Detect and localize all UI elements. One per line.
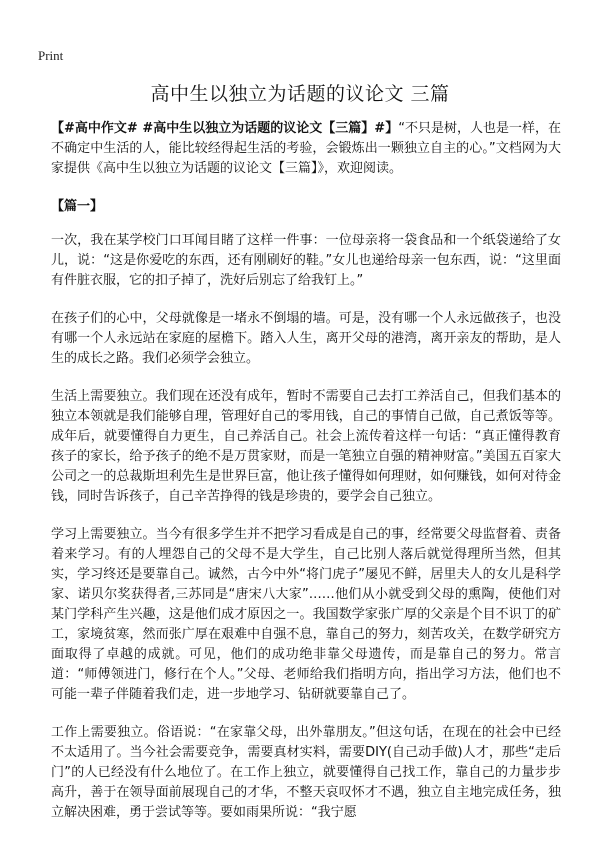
paragraph: 学习上需要独立。当今有很多学生并不把学习看成是自己的事，经常要父母监督着、责备着来学习。有的人埋怨自己的父母不是大学生，自己比别人落后就觉得理所当然，但其实，学习终还是要靠自己。诚然，古今中外“将门虎子”屡见不鲜，居里夫人的女儿是科学家、诺贝尔奖获得者,三苏同是“唐宋八大家”……他们从小就受到父母的熏陶，使他们对某门学科产生兴趣，这是他们成才原因之一。我国数学家张广厚的父亲是个目不识丁的矿工，家境贫寒，然而张广厚在艰难中自强不息，靠自己的努力，刻苦攻关，在数学研究方面取得了卓越的成就。可见，他们的成功绝非靠父母遗传，而是靠自己的努力。常言道：“师傅领进门，修行在个人。”父母、老师给我们指明方向，指出学习方法，他们也不可能一辈子伴随着我们走，进一步地学习、钻研就要靠自己了。 — [51, 527, 561, 702]
paragraph: 生活上需要独立。我们现在还没有成年，暂时不需要自己去打工养活自己，但我们基本的独立本领就是我们能够自理，管理好自己的零用钱，自己的事情自己做，自己煮饭等等。成年后，就要懂得自力更生，自己养活自己。社会上流传着这样一句话：“真正懂得教育孩子的家长，给予孩子的绝不是万贯家财，而是一笔独立自强的精神财富。”美国五百家大公司之一的总裁斯坦利先生是世界巨富，他让孩子懂得如何理财，如何赚钱，如何对待金钱，同时告诉孩子，自己辛苦挣得的钱是珍贵的，要学会自己独立。 — [51, 389, 561, 504]
paragraph: 一次，我在某学校门口耳闻目睹了这样一件事：一位母亲将一袋食品和一个纸袋递给了女儿，说：“这是你爱吃的东西，还有刚刷好的鞋。”女儿也递给母亲一包东西，说：“这里面有件脏衣服，它的扣子掉了，洗好后别忘了给我钉上。” — [51, 233, 561, 288]
paragraph: 在孩子们的心中，父母就像是一堵永不倒塌的墙。可是，没有哪一个人永远做孩子，也没有哪一个人永远站在家庭的屋檐下。踏入人生，离开父母的港湾，离开亲友的帮助，是人生的成长之路。我们必须学会独立。 — [51, 311, 561, 366]
intro-text: “不只是树，人也是一样，在不确定中生活的人，能比较经得起生活的考验，会锻炼出一颗独立自主的心。”文档网为大家提供《高中生以独立为话题的议论文【三篇】》，欢迎阅读。 — [51, 121, 561, 176]
document-body — [51, 119, 561, 841]
section-heading: 【篇一】 — [51, 199, 104, 214]
document-title: 高中生以独立为话题的议论文 三篇 — [150, 83, 450, 105]
paragraph: 工作上需要独立。俗语说：“在家靠父母，出外靠朋友。”但这句话，在现在的社会中已经不太适用了。当今社会需要竞争，需要真材实料，需要DIY(自己动手做)人才，那些“走后门”的人已经没有什么地位了。在工作上独立，就要懂得自己找工作，靠自己的力量步步高升，善于在领导面前展现自己的才华，不整天哀叹怀才不遇，独立自主地完成任务，独立解决困难，勇于尝试等等。要如雨果所说：“我宁愿 — [51, 725, 561, 820]
intro-paragraph — [51, 119, 561, 179]
intro-tag: 【#高中作文# #高中生以独立为话题的议论文【三篇】#】 — [51, 121, 399, 136]
print-link[interactable]: Print — [38, 48, 64, 63]
